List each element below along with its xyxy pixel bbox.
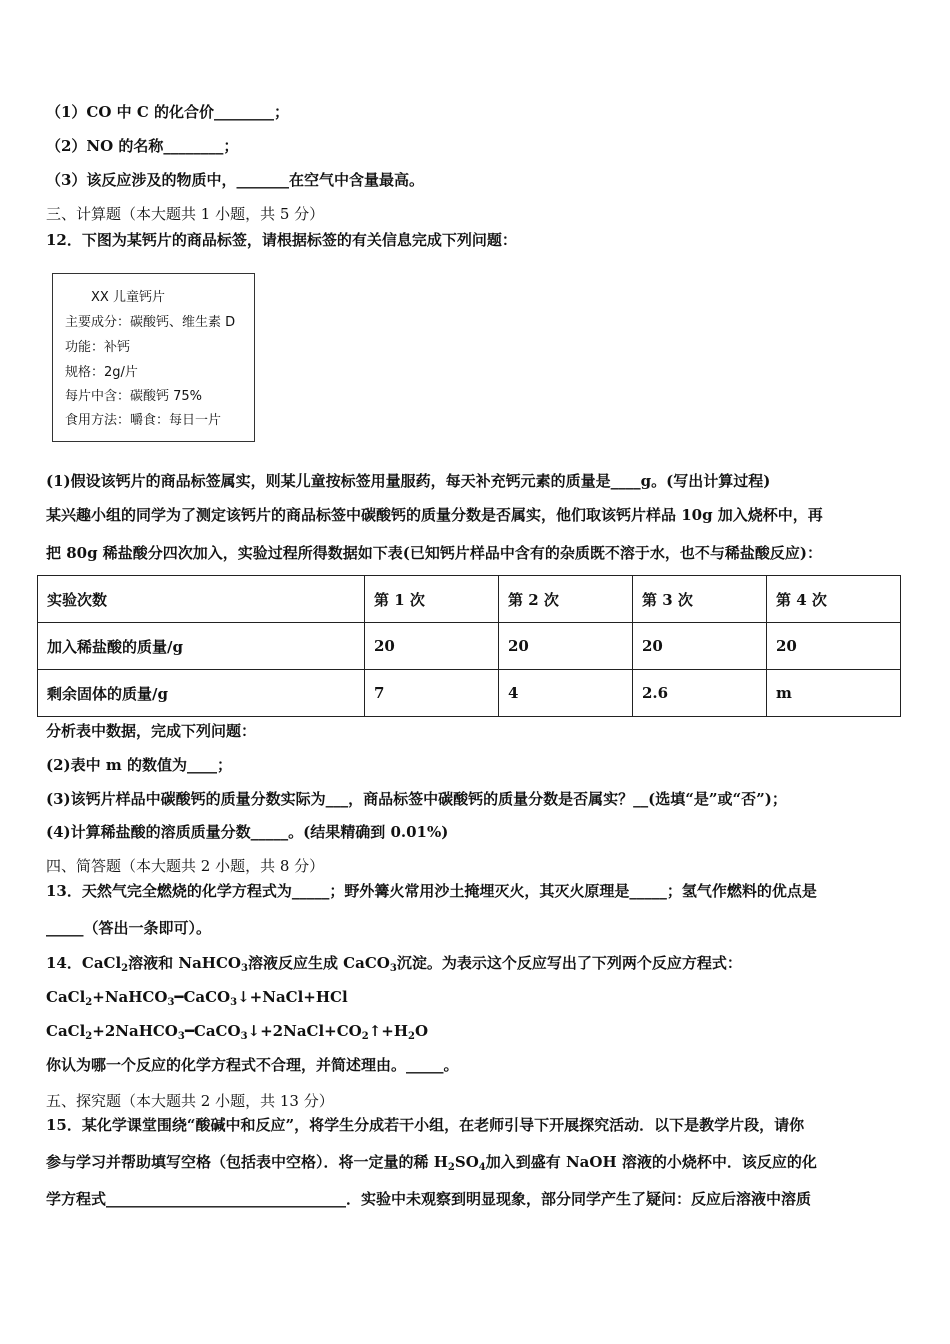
table-cell: 2.6 bbox=[633, 670, 767, 717]
subscript: 2 bbox=[361, 1031, 369, 1042]
table-row bbox=[38, 623, 901, 670]
table-cell: 20 bbox=[767, 623, 901, 670]
text: 溶液反应生成 CaCO bbox=[247, 954, 390, 972]
table-header-row bbox=[38, 576, 901, 623]
text: +NaHCO bbox=[92, 988, 168, 1006]
q13-line1: 13．天然气完全燃烧的化学方程式为_____；野外篝火常用沙土掩埋灭火，其灭火原理是_____；氢气作燃料的优点是 bbox=[46, 882, 817, 900]
experiment-data-table bbox=[37, 575, 901, 717]
text: 14．CaCl bbox=[46, 954, 122, 972]
table-cell: 剩余固体的质量/g bbox=[38, 670, 365, 717]
q12-intro-line2: 把 80g 稀盐酸分四次加入，实验过程所得数据如下表(已知钙片样品中含有的杂质既不溶于水，也不与稀盐酸反应)： bbox=[46, 544, 823, 562]
q14-question: 你认为哪一个反应的化学方程式不合理，并简述理由。_____。 bbox=[46, 1056, 459, 1074]
text: O bbox=[415, 1022, 429, 1040]
q15-line1: 15．某化学课堂围绕“酸碱中和反应”，将学生分成若干小组，在老师引导下开展探究活动．以下是教学片段，请你 bbox=[46, 1116, 805, 1134]
text: 溶液和 NaHCO bbox=[128, 954, 241, 972]
q12-stem: 12．下图为某钙片的商品标签，请根据标签的有关信息完成下列问题： bbox=[46, 231, 517, 249]
q13-line2: _____（答出一条即可）。 bbox=[46, 919, 212, 937]
section-5-heading: 五、探究题（本大题共 2 小题，共 13 分） bbox=[46, 1092, 334, 1110]
q14-equation-2 bbox=[46, 1021, 428, 1041]
table-cell: 加入稀盐酸的质量/g bbox=[38, 623, 365, 670]
table-header-cell: 第 2 次 bbox=[499, 576, 633, 623]
q14-equation-1 bbox=[46, 987, 348, 1007]
q11-part1: （1）CO 中 C 的化合价________； bbox=[46, 103, 290, 121]
analysis-prompt: 分析表中数据，完成下列问题： bbox=[46, 722, 257, 740]
text: CaCl bbox=[46, 988, 86, 1006]
text: 参与学习并帮助填写空格（包括表中空格）．将一定量的稀 H bbox=[46, 1153, 448, 1171]
q12-part3: (3)该钙片样品中碳酸钙的质量分数实际为___，商品标签中碳酸钙的质量分数是否属实？__(选填“是”或“否”)； bbox=[46, 790, 787, 808]
subscript: 3 bbox=[230, 997, 238, 1008]
text: ↑+H bbox=[368, 1022, 409, 1040]
subscript: 3 bbox=[167, 997, 175, 1008]
subscript: 3 bbox=[240, 1031, 248, 1042]
subscript: 3 bbox=[177, 1031, 185, 1042]
subscript: 2 bbox=[408, 1031, 415, 1042]
table-cell: 20 bbox=[633, 623, 767, 670]
subscript: 2 bbox=[85, 1031, 93, 1042]
table-cell: 20 bbox=[365, 623, 499, 670]
q12-part4: (4)计算稀盐酸的溶质质量分数_____。(结果精确到 0.01%) bbox=[46, 823, 449, 841]
subscript: 3 bbox=[389, 963, 397, 974]
q15-line2 bbox=[46, 1152, 817, 1172]
table-cell: 7 bbox=[365, 670, 499, 717]
label-line: 主要成分：碳酸钙、维生素 D bbox=[65, 315, 236, 330]
q15-line3: 学方程式________________________________．实验中未观察到明显现象，部分同学产生了疑问：反应后溶液中溶质 bbox=[46, 1190, 812, 1208]
table-header-cell: 第 4 次 bbox=[767, 576, 901, 623]
label-line: 每片中含：碳酸钙 75% bbox=[65, 389, 203, 404]
text: 沉淀。为表示这个反应写出了下列两个反应方程式： bbox=[396, 954, 742, 972]
q11-part3: （3）该反应涉及的物质中，_______在空气中含量最高。 bbox=[46, 171, 424, 189]
text: ↓+2NaCl+CO bbox=[247, 1022, 362, 1040]
q12-part2: (2)表中 m 的数值为____； bbox=[46, 756, 232, 774]
table-header-cell: 实验次数 bbox=[38, 576, 365, 623]
text: +2NaHCO bbox=[92, 1022, 178, 1040]
section-4-heading: 四、简答题（本大题共 2 小题，共 8 分） bbox=[46, 857, 325, 875]
text: ━CaCO bbox=[184, 1022, 241, 1040]
table-cell: 20 bbox=[499, 623, 633, 670]
label-line: 功能：补钙 bbox=[65, 340, 131, 355]
label-line: 食用方法：嚼食：每日一片 bbox=[65, 413, 222, 428]
q14-stem bbox=[46, 953, 742, 973]
table-cell: m bbox=[767, 670, 901, 717]
subscript: 2 bbox=[121, 963, 129, 974]
subscript: 2 bbox=[85, 997, 93, 1008]
q11-part2: （2）NO 的名称________； bbox=[46, 137, 239, 155]
text: ↓+NaCl+HCl bbox=[237, 988, 348, 1006]
section-3-heading: 三、计算题（本大题共 1 小题，共 5 分） bbox=[46, 205, 325, 223]
table-header-cell: 第 1 次 bbox=[365, 576, 499, 623]
table-row bbox=[38, 670, 901, 717]
text: ━CaCO bbox=[174, 988, 231, 1006]
text: 加入到盛有 NaOH 溶液的小烧杯中．该反应的化 bbox=[485, 1153, 817, 1171]
label-title: XX 儿童钙片 bbox=[91, 290, 165, 305]
q12-part1: (1)假设该钙片的商品标签属实，则某儿童按标签用量服药，每天补充钙元素的质量是____g。(写出计算过程) bbox=[46, 472, 771, 490]
text: SO bbox=[454, 1153, 479, 1171]
table-cell: 4 bbox=[499, 670, 633, 717]
q12-intro-line1: 某兴趣小组的同学为了测定该钙片的商品标签中碳酸钙的质量分数是否属实，他们取该钙片样品 10g 加入烧杯中，再 bbox=[46, 506, 823, 524]
subscript: 3 bbox=[240, 963, 248, 974]
subscript: 4 bbox=[478, 1162, 486, 1173]
product-label-image bbox=[52, 273, 255, 442]
text: CaCl bbox=[46, 1022, 86, 1040]
table-header-cell: 第 3 次 bbox=[633, 576, 767, 623]
label-line: 规格：2g/片 bbox=[65, 365, 138, 380]
subscript: 2 bbox=[447, 1162, 455, 1173]
